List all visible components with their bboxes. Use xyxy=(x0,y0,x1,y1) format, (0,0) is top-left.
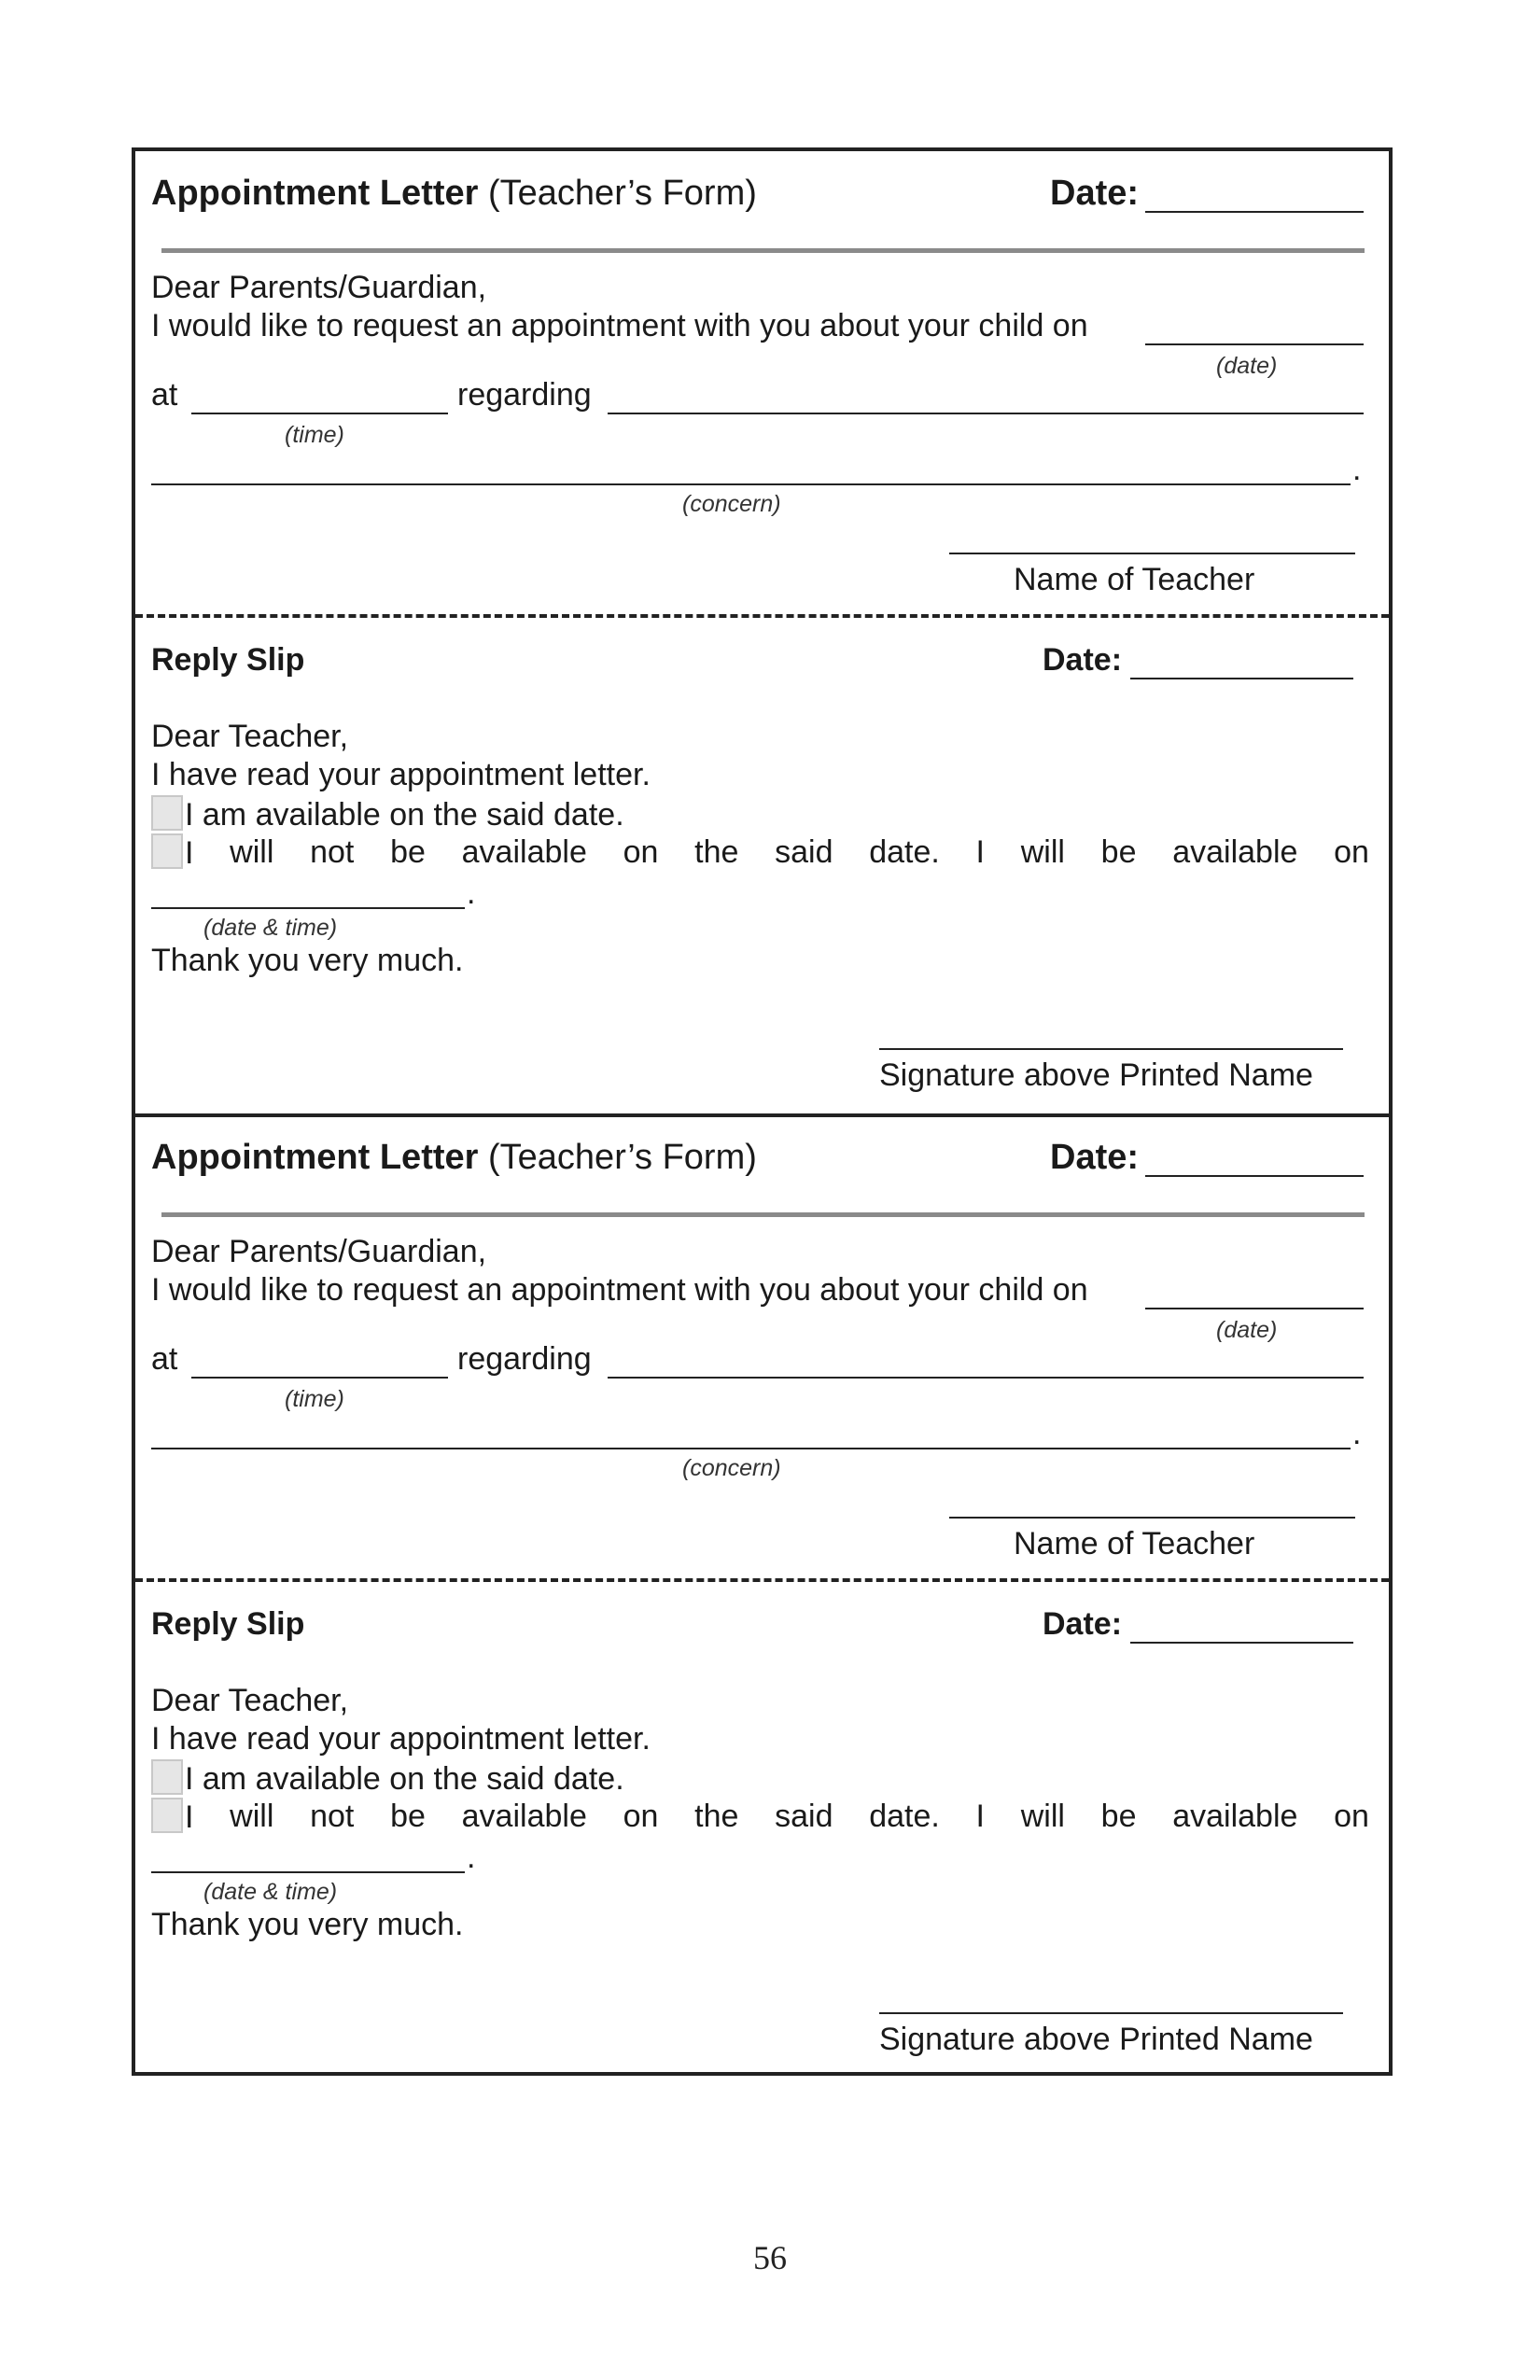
not-available-first xyxy=(151,1798,193,1836)
word: I xyxy=(185,835,194,871)
word: available xyxy=(1172,834,1298,870)
salutation: Dear Parents/Guardian, xyxy=(151,270,487,305)
time-hint: (time) xyxy=(285,1386,344,1412)
salutation: Dear Parents/Guardian, xyxy=(151,1234,487,1269)
date-label: Date: xyxy=(1050,1138,1140,1177)
alt-datetime-field[interactable] xyxy=(151,1871,465,1873)
reply-slip-1 xyxy=(135,618,1389,1113)
option-available xyxy=(151,1759,624,1798)
teacher-label: Name of Teacher xyxy=(1014,562,1255,597)
teacher-name-field[interactable] xyxy=(949,1517,1355,1519)
at-label: at xyxy=(151,377,178,413)
word: will xyxy=(230,834,274,870)
word: on xyxy=(1334,1799,1369,1834)
teacher-name-field[interactable] xyxy=(949,553,1355,554)
form-frame xyxy=(132,147,1393,2076)
thanks: Thank you very much. xyxy=(151,1907,464,1942)
signature-label: Signature above Printed Name xyxy=(879,1057,1313,1093)
letter-title: Appointment Letter (Teacher’s Form) xyxy=(151,1138,757,1177)
alt-datetime-field[interactable] xyxy=(151,907,465,909)
available-checkbox[interactable] xyxy=(151,795,183,831)
option-not-available xyxy=(151,833,1369,872)
datetime-hint: (date & time) xyxy=(203,915,338,941)
option-available xyxy=(151,795,624,833)
reply-title: Reply Slip xyxy=(151,642,305,678)
date-label: Date: xyxy=(1050,174,1140,213)
word: I xyxy=(185,1799,194,1835)
page-number: 56 xyxy=(753,2239,787,2276)
time-field[interactable] xyxy=(191,1377,448,1379)
word: will xyxy=(1020,834,1065,870)
concern-hint: (concern) xyxy=(682,491,781,517)
reply-date-label: Date: xyxy=(1043,642,1123,678)
word: I xyxy=(975,1799,985,1834)
not-available-checkbox[interactable] xyxy=(151,1798,183,1833)
word: be xyxy=(1100,834,1137,870)
read-text: I have read your appointment letter. xyxy=(151,1721,651,1757)
teacher-label: Name of Teacher xyxy=(1014,1526,1255,1561)
signature-label: Signature above Printed Name xyxy=(879,2022,1313,2057)
word: said xyxy=(775,834,833,870)
word: available xyxy=(461,1799,587,1834)
option-not-available xyxy=(151,1798,1369,1836)
read-text: I have read your appointment letter. xyxy=(151,757,651,792)
reply-title: Reply Slip xyxy=(151,1606,305,1642)
date-field[interactable] xyxy=(1145,211,1364,213)
reply-salutation: Dear Teacher, xyxy=(151,1683,349,1718)
word: will xyxy=(1020,1799,1065,1834)
reply-date-label: Date: xyxy=(1043,1606,1123,1642)
word: date. xyxy=(869,834,940,870)
concern-period: . xyxy=(1352,452,1362,487)
word: be xyxy=(1100,1799,1137,1834)
regarding-label: regarding xyxy=(457,1341,592,1377)
word: available xyxy=(1172,1799,1298,1834)
word: on xyxy=(1334,834,1369,870)
datetime-hint: (date & time) xyxy=(203,1879,338,1905)
alt-datetime-period: . xyxy=(467,1840,476,1875)
request-text: I would like to request an appointment with you about your child on xyxy=(151,308,1088,343)
word: not xyxy=(310,1799,355,1834)
signature-field[interactable] xyxy=(879,1048,1343,1050)
word: be xyxy=(390,834,426,870)
at-label: at xyxy=(151,1341,178,1377)
date-hint: (date) xyxy=(1216,1317,1278,1343)
reply-salutation: Dear Teacher, xyxy=(151,719,349,754)
available-checkbox[interactable] xyxy=(151,1759,183,1795)
word: the xyxy=(694,834,739,870)
time-field[interactable] xyxy=(191,413,448,414)
not-available-checkbox[interactable] xyxy=(151,833,183,869)
word: said xyxy=(775,1799,833,1834)
regarding-field[interactable] xyxy=(608,1377,1364,1379)
thanks: Thank you very much. xyxy=(151,943,464,978)
not-available-first xyxy=(151,833,193,872)
concern-field[interactable] xyxy=(151,1448,1351,1449)
word: date. xyxy=(869,1799,940,1834)
reply-slip-2 xyxy=(135,1582,1389,2078)
word: on xyxy=(623,834,659,870)
word: the xyxy=(694,1799,739,1834)
request-text: I would like to request an appointment with you about your child on xyxy=(151,1272,1088,1308)
signature-field[interactable] xyxy=(879,2012,1343,2014)
appointment-letter-2 xyxy=(135,1115,1389,1582)
word: available xyxy=(461,834,587,870)
reply-date-field[interactable] xyxy=(1130,678,1353,679)
date-hint: (date) xyxy=(1216,353,1278,379)
word: be xyxy=(390,1799,426,1834)
alt-datetime-period: . xyxy=(467,875,476,911)
option-available-text: I am available on the said date. xyxy=(185,1761,624,1797)
date-field[interactable] xyxy=(1145,1175,1364,1177)
regarding-field[interactable] xyxy=(608,413,1364,414)
word: will xyxy=(230,1799,274,1834)
concern-field[interactable] xyxy=(151,483,1351,485)
word: not xyxy=(310,834,355,870)
appointment-letter-1 xyxy=(135,151,1389,618)
child-date-field[interactable] xyxy=(1145,343,1364,345)
reply-date-field[interactable] xyxy=(1130,1642,1353,1644)
concern-hint: (concern) xyxy=(682,1455,781,1481)
word: I xyxy=(975,834,985,870)
regarding-label: regarding xyxy=(457,377,592,413)
option-available-text: I am available on the said date. xyxy=(185,797,624,833)
letter-title: Appointment Letter (Teacher’s Form) xyxy=(151,174,757,213)
time-hint: (time) xyxy=(285,422,344,448)
child-date-field[interactable] xyxy=(1145,1308,1364,1309)
header-rule xyxy=(161,248,1365,253)
header-rule xyxy=(161,1212,1365,1217)
concern-period: . xyxy=(1352,1416,1362,1451)
word: on xyxy=(623,1799,659,1834)
